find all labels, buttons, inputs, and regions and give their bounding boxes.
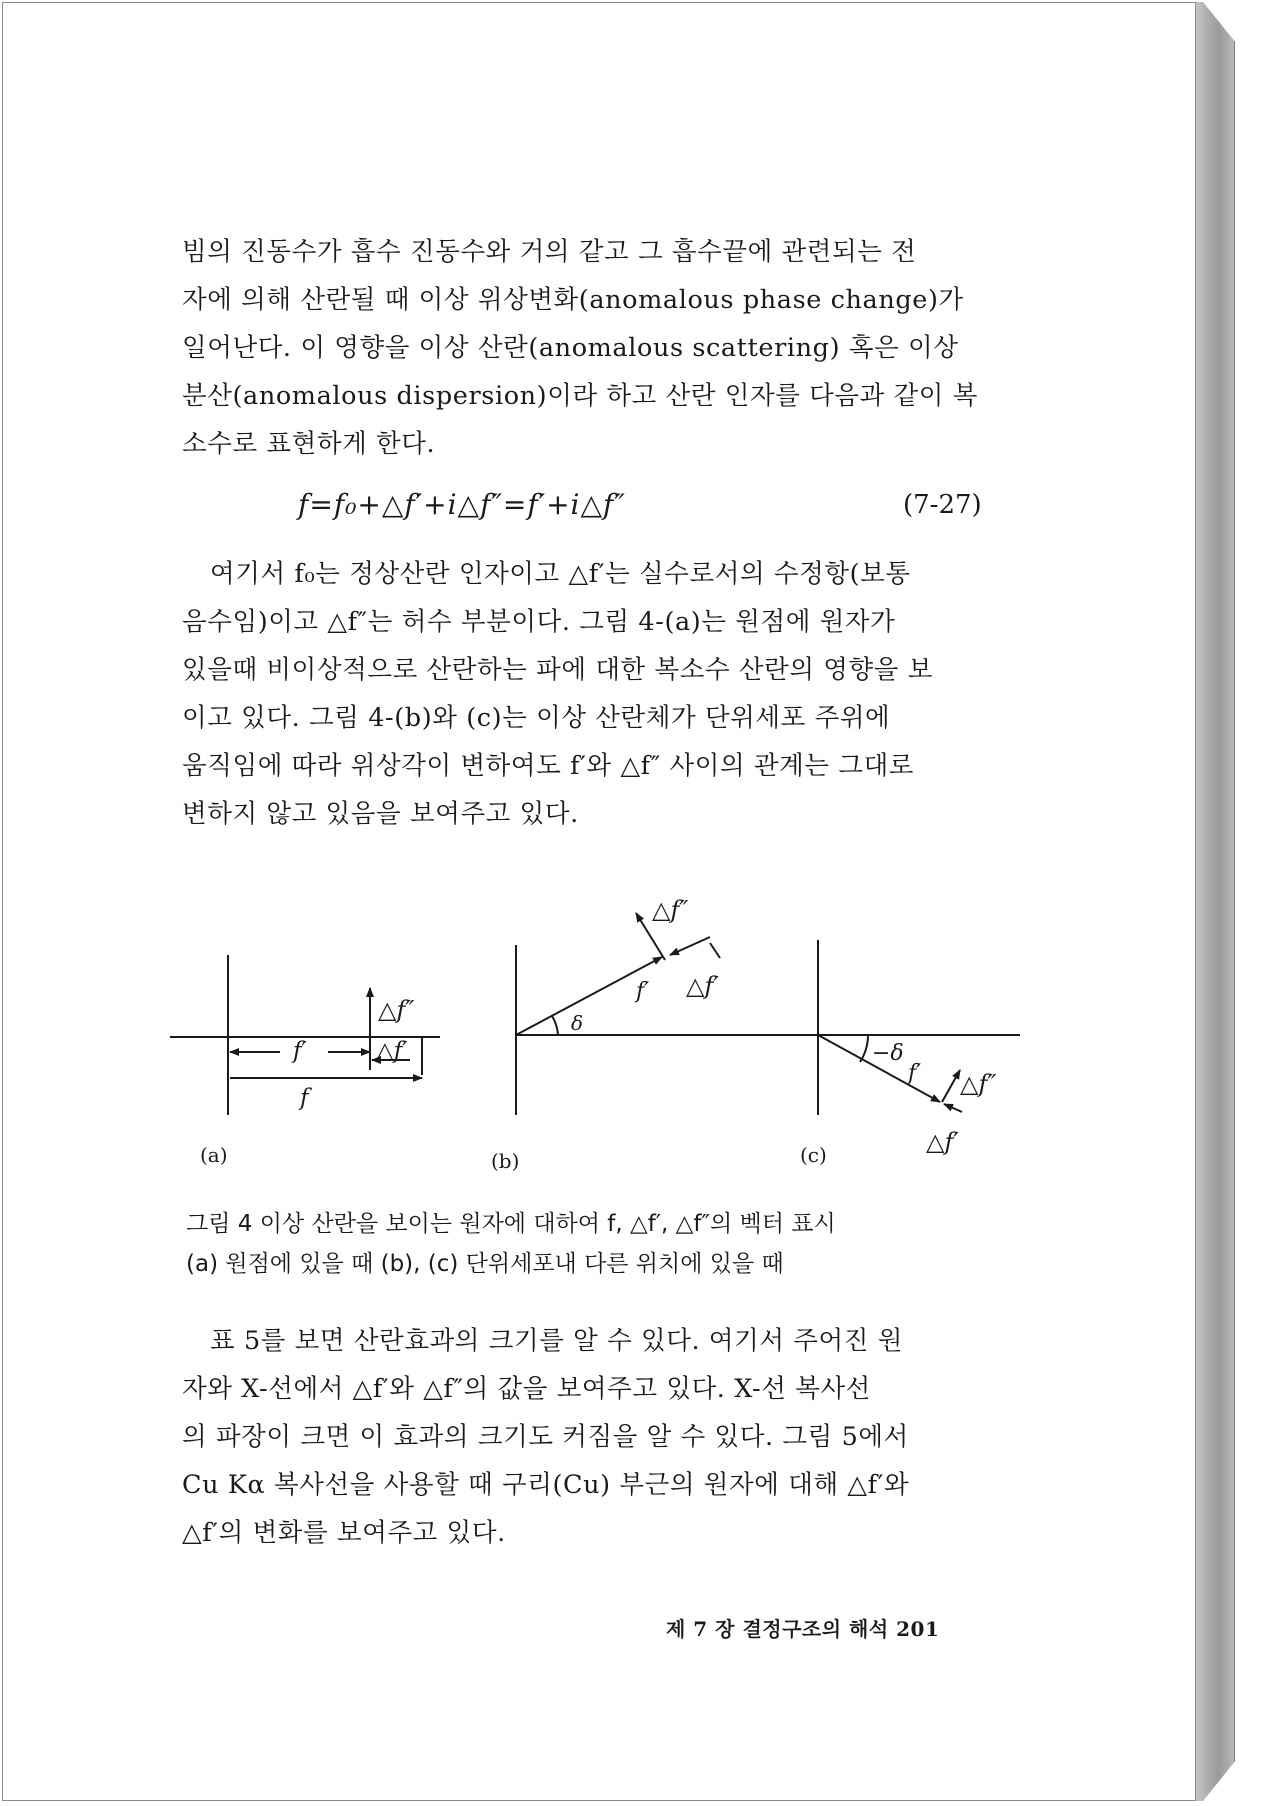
panel-a-label: (a) [200,1143,228,1167]
paragraph-3 [182,1317,1010,1557]
text-line: Cu Kα 복사선을 사용할 때 구리(Cu) 부근의 원자에 대해 △f′와 [182,1470,910,1500]
text-line: 여기서 f₀는 정상산란 인자이고 △f′는 실수로서의 수정항(보통 [210,559,911,589]
page-footer: 제 7 장 결정구조의 해석 201 [666,1617,940,1641]
panel-c-delta-f-prime-arrow [944,1104,962,1112]
text-line: 있을때 비이상적으로 산란하는 파에 대한 복소수 산란의 영향을 보 [182,655,933,685]
vector-figure [160,880,1040,1200]
panel-b-delta-f-double-prime-label: △f″ [652,896,689,924]
panel-c-delta-f-prime-label: △f′ [926,1128,959,1156]
panel-a-delta-f-double-prime-label: △f″ [378,996,415,1024]
panel-b-angle-label: δ [571,1011,584,1035]
page-edge [1196,2,1235,1801]
panel-b-angle-arc [552,1016,558,1035]
paragraph-2 [182,550,1010,838]
text-line: 이고 있다. 그림 4-(b)와 (c)는 이상 산란체가 단위세포 주위에 [182,703,891,733]
figure-caption [186,1204,1016,1284]
equation: f=f₀+△f′+i△f″=f′+i△f″ [298,488,626,521]
text-line: △f′의 변화를 보여주고 있다. [182,1518,506,1548]
panel-a-f-label: f [300,1085,309,1111]
panel-b-diagram [516,913,736,1115]
equation-number: (7-27) [903,490,982,520]
text-line: 분산(anomalous dispersion)이라 하고 산란 인자를 다음과 같이 복 [182,381,978,411]
text-line: 자에 의해 산란될 때 이상 위상변화(anomalous phase change)가 [182,285,964,315]
panel-b-f-prime-label: f′ [636,979,650,1004]
caption-line: 그림 4 이상 산란을 보이는 원자에 대하여 f, △f′, △f″의 벡터 표시 [186,1211,836,1237]
paragraph-1 [182,228,1010,468]
text-line: 소수로 표현하게 한다. [182,429,436,459]
panel-a-delta-f-prime-label: △f′ [376,1038,408,1064]
text-line: 일어난다. 이 영향을 이상 산란(anomalous scattering) 혹은 이상 [182,333,959,363]
panel-b-delta-f-prime-arrow [670,937,710,955]
panel-b-label: (b) [491,1149,520,1173]
panel-c-angle-label: −δ [872,1041,904,1066]
panel-b-tick [710,943,720,958]
text-line: 자와 X-선에서 △f′와 △f″의 값을 보여주고 있다. X-선 복사선 [182,1374,871,1404]
panel-c-delta-f-double-prime-label: △f″ [960,1070,997,1098]
panel-c-delta-f-double-prime-arrow [942,1070,960,1102]
caption-line: (a) 원점에 있을 때 (b), (c) 단위세포내 다른 위치에 있을 때 [186,1251,784,1277]
text-line: 빔의 진동수가 흡수 진동수와 거의 같고 그 흡수끝에 관련되는 전 [182,237,917,267]
panel-c-label: (c) [800,1143,827,1167]
text-line: 음수임)이고 △f″는 허수 부분이다. 그림 4-(a)는 원점에 원자가 [182,607,896,637]
text-line: 움직임에 따라 위상각이 변하여도 f′와 △f″ 사이의 관계는 그대로 [182,751,915,781]
panel-c-f-prime-label: f′ [908,1061,922,1086]
text-line: 표 5를 보면 산란효과의 크기를 알 수 있다. 여기서 주어진 원 [210,1326,903,1356]
panel-b-delta-f-prime-label: △f′ [686,972,719,1000]
text-line: 변하지 않고 있음을 보여주고 있다. [182,799,579,829]
panel-a-f-prime-label: f′ [293,1038,307,1064]
text-line: 의 파장이 크면 이 효과의 크기도 커짐을 알 수 있다. 그림 5에서 [182,1422,909,1452]
